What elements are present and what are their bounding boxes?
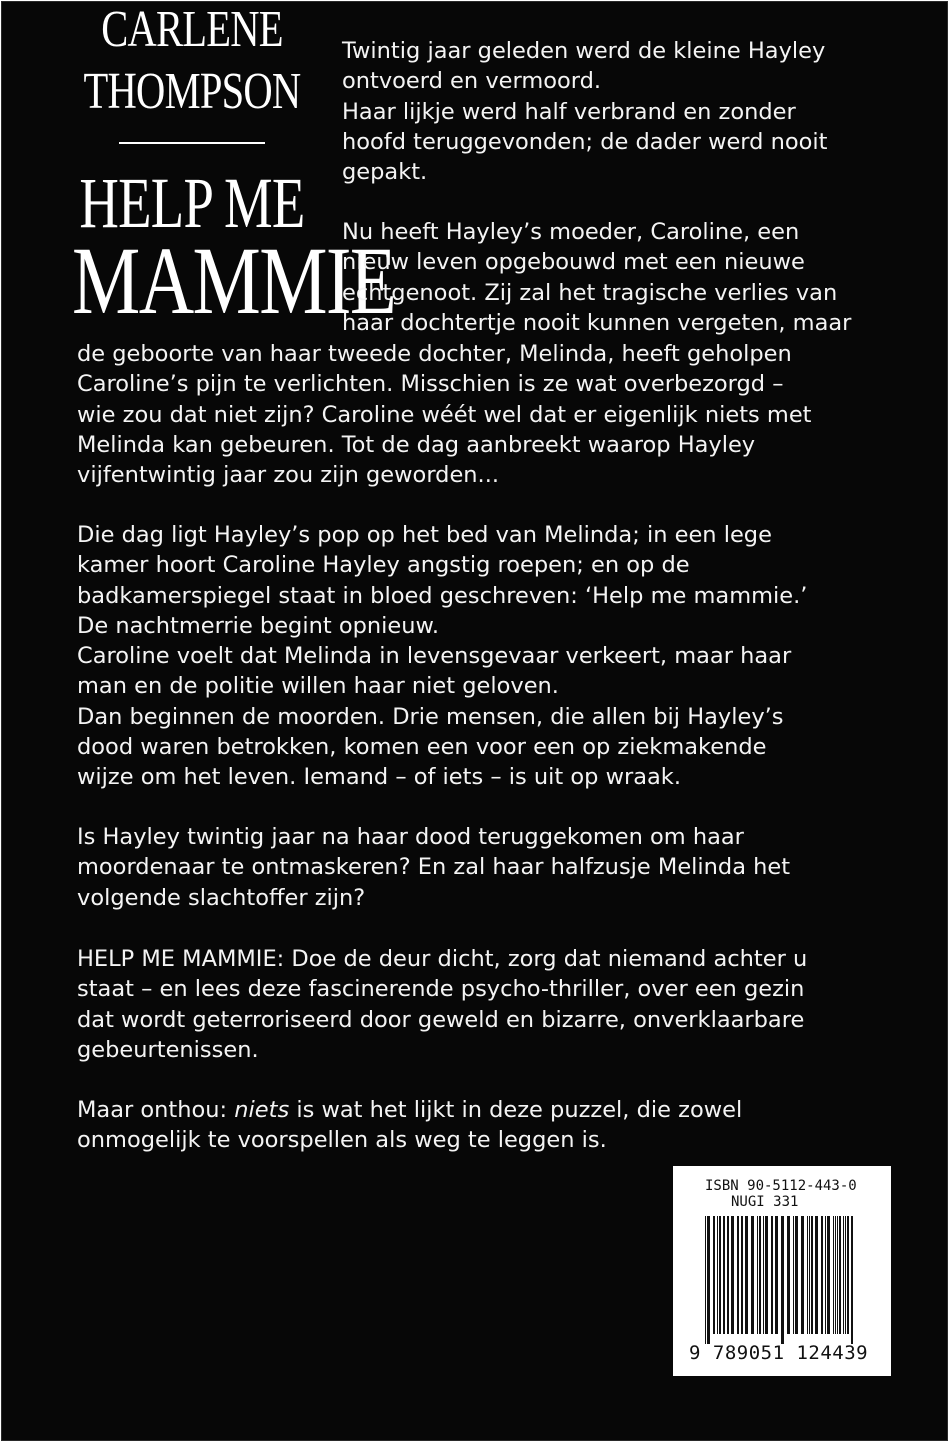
blurb-line: staat – en lees deze fascinerende psycho-thriller, over een gezin bbox=[77, 976, 805, 1003]
barcode-bar bbox=[741, 1216, 743, 1334]
blurb-line: haar dochtertje nooit kunnen vergeten, maar bbox=[342, 309, 852, 336]
nugi-code: NUGI 331 bbox=[731, 1194, 799, 1210]
barcode-bar bbox=[705, 1216, 706, 1344]
blurb-paragraph-2-indented bbox=[342, 217, 851, 338]
barcode-bar bbox=[775, 1216, 778, 1334]
blurb-line: Haar lijkje werd half verbrand en zonder bbox=[342, 98, 796, 125]
isbn-number: ISBN 90-5112-443-0 bbox=[705, 1178, 857, 1194]
barcode-bar bbox=[757, 1216, 758, 1334]
barcode-bar bbox=[781, 1216, 784, 1344]
barcode-bar bbox=[847, 1216, 849, 1334]
blurb-line: man en de politie willen haar niet geloven. bbox=[77, 673, 559, 700]
barcode-bar bbox=[713, 1216, 715, 1334]
blurb-line: HELP ME MAMMIE: Doe de deur dicht, zorg dat niemand achter u bbox=[77, 946, 808, 972]
book-title-line2: MAMMIE bbox=[72, 227, 396, 334]
barcode-bar bbox=[787, 1216, 790, 1334]
blurb-line: de geboorte van haar tweede dochter, Melinda, heeft geholpen bbox=[77, 341, 792, 367]
blurb-text: Maar onthou: bbox=[77, 1097, 235, 1123]
blurb-line: moordenaar te ontmaskeren? En zal haar halfzusje Melinda het bbox=[77, 854, 791, 881]
barcode-bar bbox=[717, 1216, 718, 1334]
blurb-line: Caroline’s pijn te verlichten. Misschien is ze wat overbezorgd – bbox=[77, 371, 784, 398]
blurb-line: hoofd teruggevonden; de dader werd nooit bbox=[342, 128, 828, 155]
blurb-line: onmogelijk te voorspellen als weg te leggen is. bbox=[77, 1127, 607, 1154]
barcode-label bbox=[673, 1166, 891, 1376]
blurb-emphasis: niets bbox=[234, 1097, 290, 1123]
blurb-line: Caroline voelt dat Melinda in levensgevaar verkeert, maar haar bbox=[77, 643, 792, 670]
blurb-line: dood waren betrokken, komen een voor een op ziekmakende bbox=[77, 734, 767, 761]
barcode-bar bbox=[707, 1216, 710, 1344]
barcode-bars bbox=[705, 1216, 857, 1344]
barcode-bar bbox=[809, 1216, 810, 1334]
barcode-bar bbox=[821, 1216, 823, 1334]
blurb-line: Is Hayley twintig jaar na haar dood teruggekomen om haar bbox=[77, 824, 744, 850]
author-name-line2: THOMPSON bbox=[83, 63, 301, 120]
barcode-bar bbox=[851, 1216, 853, 1344]
blurb-line: Dan beginnen de moorden. Drie mensen, die allen bij Hayley’s bbox=[77, 703, 784, 730]
book-title-line1: HELP ME bbox=[79, 163, 305, 243]
blurb-line: volgende slachtoffer zijn? bbox=[77, 884, 366, 911]
blurb-paragraph-5 bbox=[77, 944, 807, 1065]
blurb-paragraph-4 bbox=[77, 822, 790, 913]
author-name-line1: CARLENE bbox=[101, 1, 283, 58]
barcode-bar bbox=[745, 1216, 748, 1334]
blurb-paragraph-6 bbox=[77, 1095, 742, 1156]
blurb-line: nieuw leven opgebouwd met een nieuwe bbox=[342, 249, 805, 276]
barcode-digits: 9 789051 124439 bbox=[689, 1342, 869, 1364]
barcode-bar bbox=[807, 1216, 808, 1334]
barcode-bar bbox=[751, 1216, 754, 1334]
barcode-bar bbox=[723, 1216, 725, 1334]
barcode-bar bbox=[719, 1216, 721, 1334]
barcode-bar bbox=[795, 1216, 798, 1334]
barcode-bar bbox=[815, 1216, 818, 1334]
barcode-bar bbox=[833, 1216, 834, 1334]
barcode-bar bbox=[843, 1216, 844, 1334]
barcode-bar bbox=[771, 1216, 773, 1334]
blurb-line: Nu heeft Hayley’s moeder, Caroline, een bbox=[342, 219, 800, 245]
blurb-line: gepakt. bbox=[342, 159, 428, 186]
barcode-bar bbox=[825, 1216, 826, 1334]
blurb-paragraph-1 bbox=[342, 36, 827, 187]
blurb-line: gebeurtenissen. bbox=[77, 1036, 259, 1063]
blurb-line: De nachtmerrie begint opnieuw. bbox=[77, 612, 439, 639]
barcode-bar bbox=[835, 1216, 836, 1334]
blurb-line: dat wordt geterroriseerd door geweld en bizarre, onverklaarbare bbox=[77, 1006, 805, 1033]
blurb-paragraph-2-full bbox=[77, 339, 812, 490]
barcode-bar bbox=[793, 1216, 794, 1334]
blurb-line: echtgenoot. Zij zal het tragische verlies van bbox=[342, 279, 838, 306]
blurb-line bbox=[77, 1095, 742, 1125]
barcode-bar bbox=[839, 1216, 841, 1334]
barcode-bar bbox=[737, 1216, 739, 1334]
barcode-bar bbox=[731, 1216, 734, 1334]
blurb-text: is wat het lijkt in deze puzzel, die zowel bbox=[289, 1097, 743, 1123]
blurb-line: wijze om het leven. Iemand – of iets – is uit op wraak. bbox=[77, 764, 681, 791]
barcode-bar bbox=[811, 1216, 813, 1334]
blurb-line: Melinda kan gebeuren. Tot de dag aanbreekt waarop Hayley bbox=[77, 431, 756, 458]
book-back-cover bbox=[1, 1, 948, 1441]
barcode-bar bbox=[765, 1216, 768, 1334]
barcode-bar bbox=[827, 1216, 830, 1334]
blurb-line: badkamerspiegel staat in bloed geschreven: ‘Help me mammie.’ bbox=[77, 582, 808, 609]
barcode-bar bbox=[727, 1216, 729, 1334]
barcode-bar bbox=[837, 1216, 838, 1334]
blurb-line: Die dag ligt Hayley’s pop op het bed van Melinda; in een lege bbox=[77, 522, 772, 548]
blurb-line: ontvoerd en vermoord. bbox=[342, 68, 602, 95]
title-divider bbox=[119, 142, 265, 144]
blurb-paragraph-3 bbox=[77, 520, 807, 793]
blurb-line: Twintig jaar geleden werd de kleine Hayley bbox=[342, 38, 826, 64]
barcode-bar bbox=[759, 1216, 761, 1334]
blurb-line: wie zou dat niet zijn? Caroline wéét wel dat er eigenlijk niets met bbox=[77, 401, 812, 428]
blurb-line: kamer hoort Caroline Hayley angstig roepen; en op de bbox=[77, 552, 690, 579]
barcode-bar bbox=[763, 1216, 764, 1334]
blurb-line: vijfentwintig jaar zou zijn geworden... bbox=[77, 462, 500, 489]
barcode-bar bbox=[801, 1216, 804, 1334]
barcode-bar bbox=[845, 1216, 846, 1334]
